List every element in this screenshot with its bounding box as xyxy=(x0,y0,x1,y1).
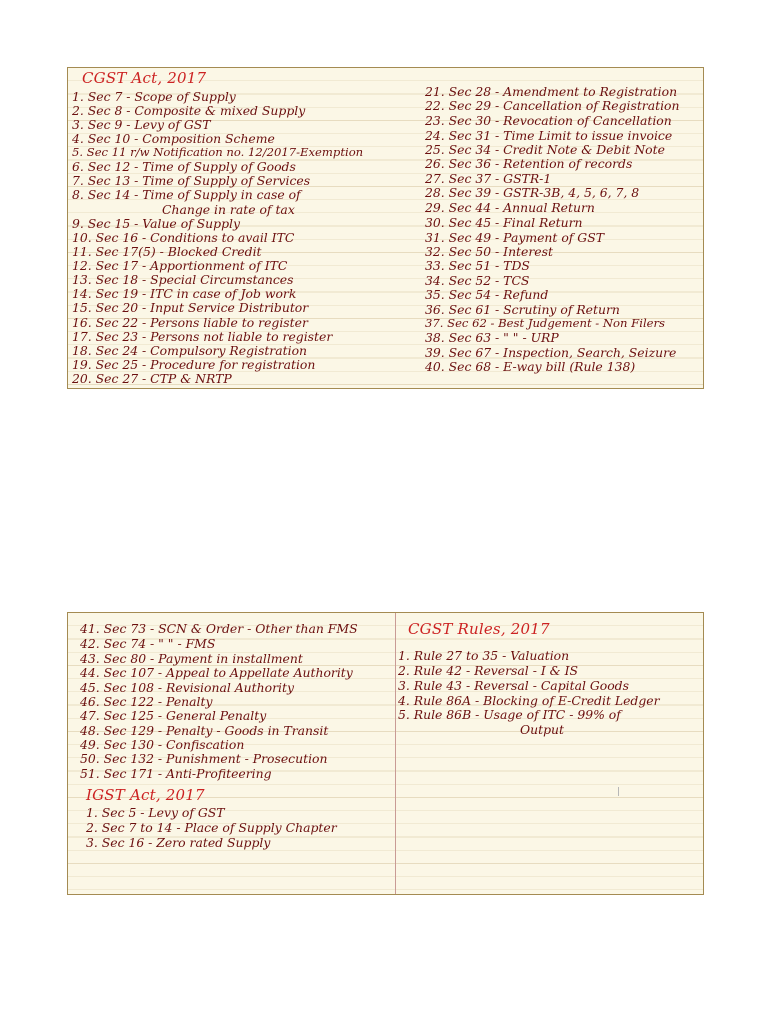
list-item: 31. Sec 49 - Payment of GST xyxy=(425,230,604,245)
list-item: 46. Sec 122 - Penalty xyxy=(80,694,213,709)
list-item: 12. Sec 17 - Apportionment of ITC xyxy=(72,258,288,273)
list-item: 22. Sec 29 - Cancellation of Registration xyxy=(425,98,680,113)
list-item: 3. Sec 9 - Levy of GST xyxy=(72,117,211,132)
list-item: 44. Sec 107 - Appeal to Appellate Authority xyxy=(80,665,353,680)
list-item: 49. Sec 130 - Confiscation xyxy=(80,737,245,752)
list-item: 13. Sec 18 - Special Circumstances xyxy=(72,272,294,287)
list-item: 16. Sec 22 - Persons liable to register xyxy=(72,315,308,330)
list-item: 14. Sec 19 - ITC in case of Job work xyxy=(72,286,297,301)
list-item: 34. Sec 52 - TCS xyxy=(425,273,530,288)
list-item: 5. Rule 86B - Usage of ITC - 99% of xyxy=(398,707,621,722)
list-item: 48. Sec 129 - Penalty - Goods in Transit xyxy=(80,723,329,738)
list-item: 32. Sec 50 - Interest xyxy=(425,244,553,259)
list-item: 21. Sec 28 - Amendment to Registration xyxy=(425,84,678,99)
list-item: 38. Sec 63 - " " - URP xyxy=(425,330,559,345)
list-item: 15. Sec 20 - Input Service Distributor xyxy=(72,300,309,315)
page2-right-column xyxy=(396,613,704,894)
list-item-continuation: Output xyxy=(520,722,565,737)
list-item: 24. Sec 31 - Time Limit to issue invoice xyxy=(425,128,673,143)
list-item: 2. Rule 42 - Reversal - I & IS xyxy=(398,663,579,678)
list-item: 6. Sec 12 - Time of Supply of Goods xyxy=(72,159,296,174)
list-item: 1. Rule 27 to 35 - Valuation xyxy=(398,648,570,663)
list-item: 25. Sec 34 - Credit Note & Debit Note xyxy=(425,142,665,157)
list-item: 4. Rule 86A - Blocking of E-Credit Ledger xyxy=(398,693,660,708)
list-item: 50. Sec 132 - Punishment - Prosecution xyxy=(80,751,328,766)
page1-right-column xyxy=(423,68,704,388)
cgst-act-heading: CGST Act, 2017 xyxy=(82,69,207,87)
list-item: 2. Sec 8 - Composite & mixed Supply xyxy=(72,103,306,118)
list-item: 51. Sec 171 - Anti-Profiteering xyxy=(80,766,272,781)
page2-left-column xyxy=(68,613,394,894)
list-item: 9. Sec 15 - Value of Supply xyxy=(72,216,240,231)
cgst-rules-heading: CGST Rules, 2017 xyxy=(408,620,550,638)
list-item: 30. Sec 45 - Final Return xyxy=(425,215,583,230)
list-item: 39. Sec 67 - Inspection, Search, Seizure xyxy=(425,345,677,360)
notes-page-1 xyxy=(67,67,704,389)
list-item: 36. Sec 61 - Scrutiny of Return xyxy=(425,302,620,317)
list-item: 5. Sec 11 r/w Notification no. 12/2017-Exemption xyxy=(72,145,364,159)
list-item: 20. Sec 27 - CTP & NRTP xyxy=(72,371,232,386)
list-item: 19. Sec 25 - Procedure for registration xyxy=(72,357,316,372)
list-item: 41. Sec 73 - SCN & Order - Other than FMS xyxy=(80,621,358,636)
list-item: 33. Sec 51 - TDS xyxy=(425,258,530,273)
list-item: 8. Sec 14 - Time of Supply in case of xyxy=(72,187,301,202)
list-item: 27. Sec 37 - GSTR-1 xyxy=(425,171,552,186)
list-item: 4. Sec 10 - Composition Scheme xyxy=(72,131,275,146)
list-item: 1. Sec 7 - Scope of Supply xyxy=(72,89,236,104)
list-item: 3. Sec 16 - Zero rated Supply xyxy=(86,835,271,850)
igst-act-heading: IGST Act, 2017 xyxy=(86,786,205,804)
list-item: 37. Sec 62 - Best Judgement - Non Filers xyxy=(425,316,665,330)
list-item: 35. Sec 54 - Refund xyxy=(425,287,549,302)
list-item: 1. Sec 5 - Levy of GST xyxy=(86,805,225,820)
list-item: 40. Sec 68 - E-way bill (Rule 138) xyxy=(425,359,636,374)
list-item: 10. Sec 16 - Conditions to avail ITC xyxy=(72,230,295,245)
list-item: 26. Sec 36 - Retention of records xyxy=(425,156,633,171)
list-item: 3. Rule 43 - Reversal - Capital Goods xyxy=(398,678,629,693)
text-cursor xyxy=(618,787,619,796)
list-item: 17. Sec 23 - Persons not liable to register xyxy=(72,329,333,344)
list-item: 23. Sec 30 - Revocation of Cancellation xyxy=(425,113,672,128)
list-item: 43. Sec 80 - Payment in installment xyxy=(80,651,303,666)
page1-left-column xyxy=(68,68,420,388)
list-item: 47. Sec 125 - General Penalty xyxy=(80,708,267,723)
list-item: 18. Sec 24 - Compulsory Registration xyxy=(72,343,308,358)
list-item: 28. Sec 39 - GSTR-3B, 4, 5, 6, 7, 8 xyxy=(425,185,640,200)
list-item: 45. Sec 108 - Revisional Authority xyxy=(80,680,294,695)
list-item: 29. Sec 44 - Annual Return xyxy=(425,200,595,215)
list-item: 42. Sec 74 - " " - FMS xyxy=(80,636,216,651)
list-item: 2. Sec 7 to 14 - Place of Supply Chapter xyxy=(86,820,337,835)
list-item: 7. Sec 13 - Time of Supply of Services xyxy=(72,173,311,188)
notes-page-2 xyxy=(67,612,704,895)
list-item-continuation: Change in rate of tax xyxy=(162,202,295,217)
list-item: 11. Sec 17(5) - Blocked Credit xyxy=(72,244,262,259)
